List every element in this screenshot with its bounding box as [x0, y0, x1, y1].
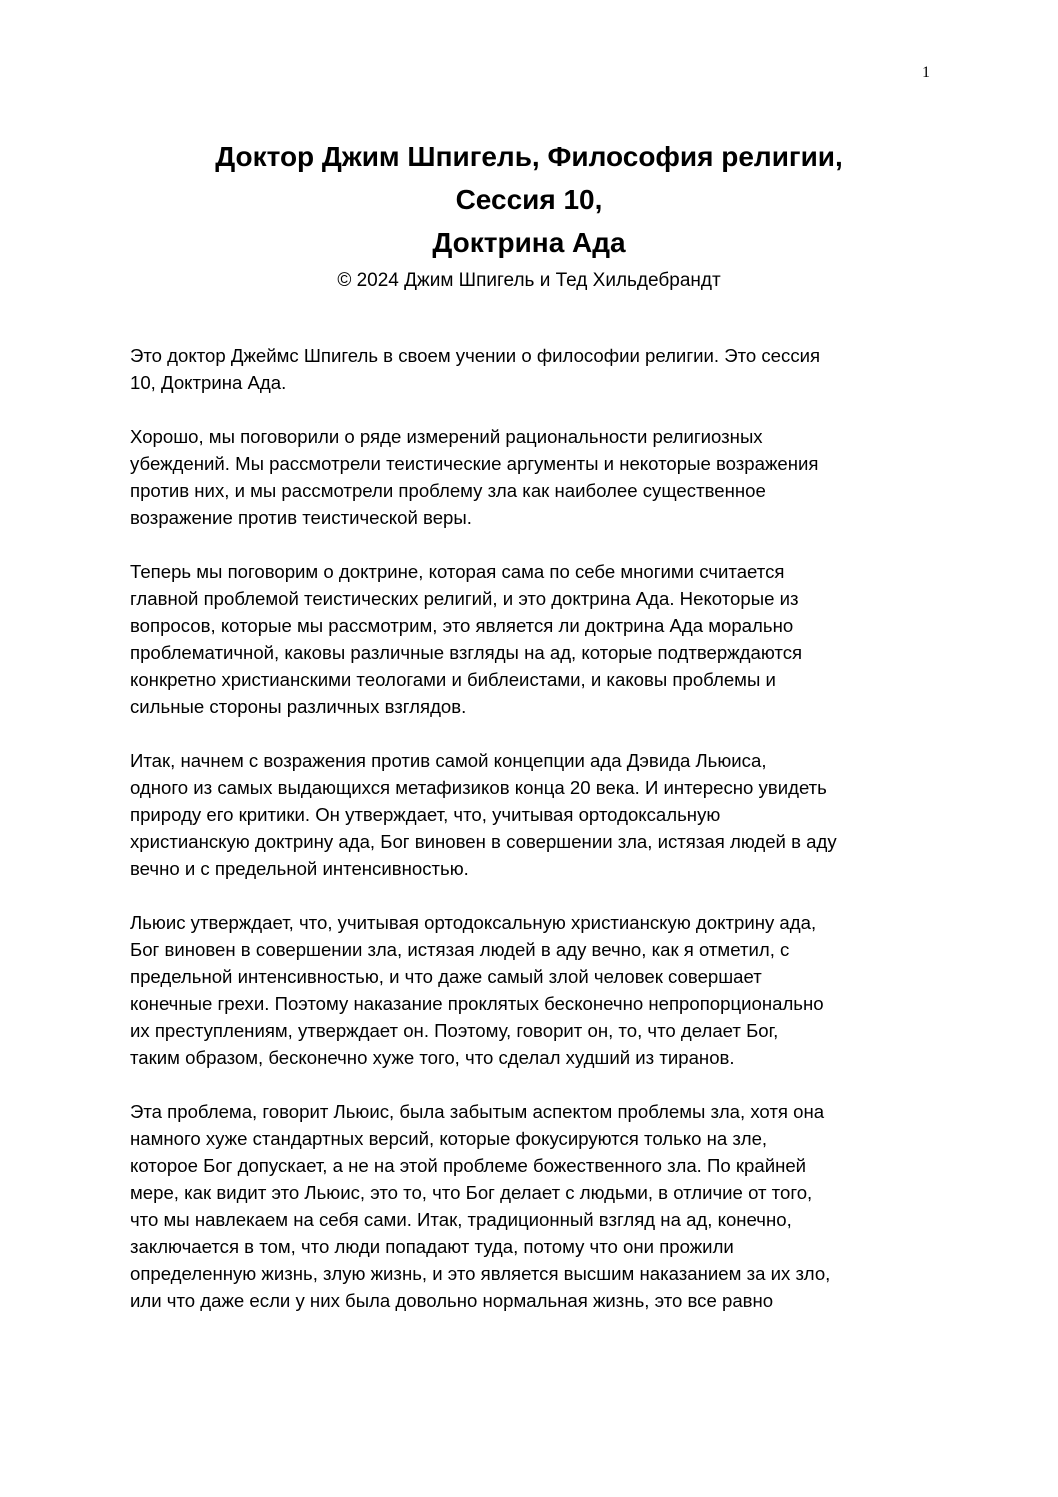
paragraph [130, 558, 950, 720]
title-line: Доктрина Ада [432, 227, 626, 258]
text-line: или что даже если у них была довольно нормальная жизнь, это все равно [130, 1290, 774, 1311]
text-line: против них, и мы рассмотрели проблему зла как наиболее существенное [130, 480, 766, 501]
paragraph [130, 909, 950, 1071]
text-line: сильные стороны различных взглядов. [130, 696, 467, 717]
page-number: 1 [922, 64, 930, 81]
document-body [130, 342, 950, 1341]
paragraph [130, 423, 950, 531]
text-line: главной проблемой теистических религий, и это доктрина Ада. Некоторые из [130, 588, 799, 609]
text-line: Льюис утверждает, что, учитывая ортодоксальную христианскую доктрину ада, [130, 912, 817, 933]
text-line: заключается в том, что люди попадают туда, потому что они прожили [130, 1236, 734, 1257]
text-line: что мы навлекаем на себя сами. Итак, традиционный взгляд на ад, конечно, [130, 1209, 792, 1230]
text-line: Эта проблема, говорит Льюис, была забытым аспектом проблемы зла, хотя она [130, 1101, 825, 1122]
text-line: убеждений. Мы рассмотрели теистические аргументы и некоторые возражения [130, 453, 819, 474]
text-line: вечно и с предельной интенсивностью. [130, 858, 469, 879]
text-line: Хорошо, мы поговорили о ряде измерений рациональности религиозных [130, 426, 763, 447]
text-line: конечные грехи. Поэтому наказание проклятых бесконечно непропорционально [130, 993, 824, 1014]
text-line: 10, Доктрина Ада. [130, 372, 287, 393]
text-line: конкретно христианскими теологами и библеистами, и каковы проблемы и [130, 669, 776, 690]
copyright: © 2024 Джим Шпигель и Тед Хильдебрандт [337, 270, 721, 291]
paragraph [130, 342, 950, 396]
text-line: Бог виновен в совершении зла, истязая людей в аду вечно, как я отметил, с [130, 939, 790, 960]
text-line: Это доктор Джеймс Шпигель в своем учении о философии религии. Это сессия [130, 345, 821, 366]
text-line: вопросов, которые мы рассмотрим, это является ли доктрина Ада морально [130, 615, 794, 636]
text-line: христианскую доктрину ада, Бог виновен в совершении зла, истязая людей в аду [130, 831, 837, 852]
title-line: Доктор Джим Шпигель, Философия религии, [215, 141, 843, 172]
text-line: проблематичной, каковы различные взгляды на ад, которые подтверждаются [130, 642, 803, 663]
text-line: их преступлениям, утверждает он. Поэтому, говорит он, то, что делает Бог, [130, 1020, 779, 1041]
text-line: Итак, начнем с возражения против самой концепции ада Дэвида Льюиса, [130, 750, 767, 771]
title-line: Сессия 10, [455, 184, 603, 215]
text-line: одного из самых выдающихся метафизиков конца 20 века. И интересно увидеть [130, 777, 827, 798]
paragraph [130, 747, 950, 882]
document-title [0, 135, 1058, 264]
text-line: Теперь мы поговорим о доктрине, которая сама по себе многими считается [130, 561, 785, 582]
text-line: таким образом, бесконечно хуже того, что сделал худший из тиранов. [130, 1047, 735, 1068]
text-line: которое Бог допускает, а не на этой проблеме божественного зла. По крайней [130, 1155, 807, 1176]
paragraph [130, 1098, 950, 1314]
text-line: намного хуже стандартных версий, которые фокусируются только на зле, [130, 1128, 768, 1149]
text-line: природу его критики. Он утверждает, что, учитывая ортодоксальную [130, 804, 721, 825]
text-line: определенную жизнь, злую жизнь, и это является высшим наказанием за их зло, [130, 1263, 831, 1284]
text-line: предельной интенсивностью, и что даже самый злой человек совершает [130, 966, 762, 987]
text-line: возражение против теистической веры. [130, 507, 472, 528]
text-line: мере, как видит это Льюис, это то, что Бог делает с людьми, в отличие от того, [130, 1182, 813, 1203]
